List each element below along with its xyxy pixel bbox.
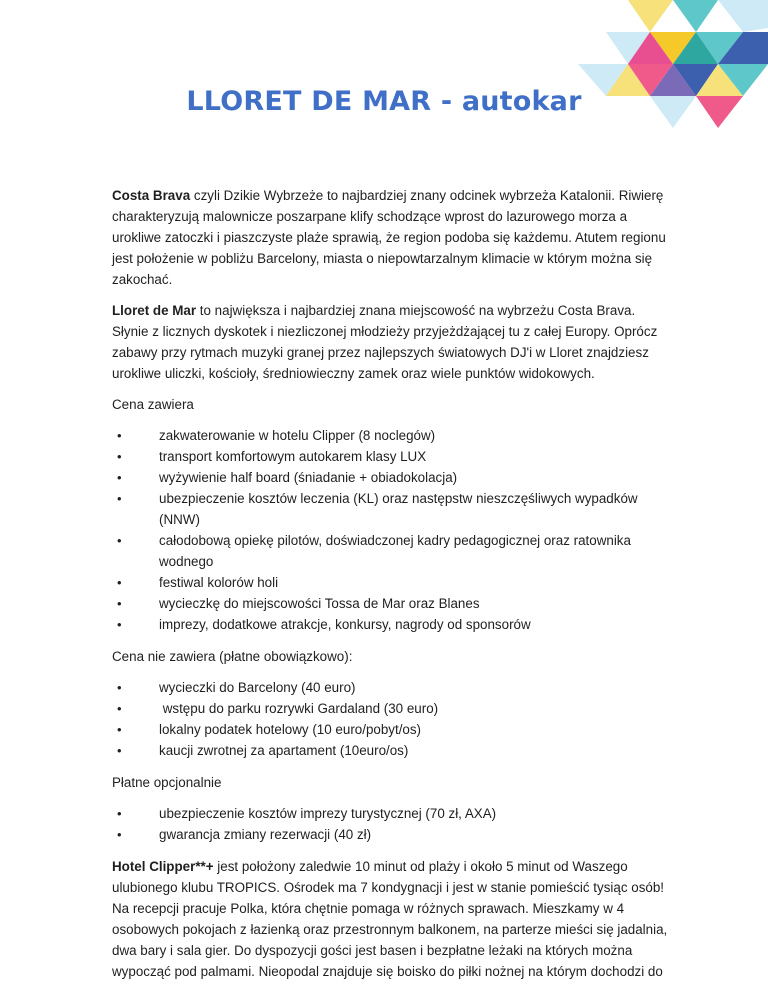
- list-item: • wyżywienie half board (śniadanie + obiadokolacja): [112, 467, 672, 488]
- intro-bold-lloret: Lloret de Mar: [112, 303, 197, 318]
- list-item: • wycieczki do Barcelony (40 euro): [112, 677, 672, 698]
- excluded-heading: Cena nie zawiera (płatne obowiązkowo):: [112, 649, 353, 664]
- hotel-bold-name: Hotel Clipper**+: [112, 859, 214, 874]
- optional-list: [112, 803, 672, 845]
- included-list: [112, 425, 672, 635]
- intro-bold-costa-brava: Costa Brava: [112, 188, 191, 203]
- intro-text-lloret: to największa i najbardziej znana miejscowość na wybrzeżu Costa Brava. Słynie z licznych dyskotek i niezliczonej młodzieży przyjeżdżającej tu z całej Europy. Oprócz zabawy przy rytmach muzyki granej przez najlepszych światowych DJ'i w Lloret znajdziesz urokliwe uliczki, kościoły, średniowieczny zamek oraz wiele punktów widokowych.: [112, 303, 658, 381]
- list-item: • wycieczkę do miejscowości Tossa de Mar oraz Blanes: [112, 593, 672, 614]
- list-item: • lokalny podatek hotelowy (10 euro/pobyt/os): [112, 719, 672, 740]
- hotel-paragraph: [112, 856, 672, 982]
- intro-paragraph-lloret: [112, 300, 672, 384]
- list-item: • transport komfortowym autokarem klasy LUX: [112, 446, 672, 467]
- excluded-list: [112, 677, 672, 761]
- optional-heading: Płatne opcjonalnie: [112, 775, 222, 790]
- intro-paragraph-costa-brava: [112, 185, 672, 290]
- list-item: • imprezy, dodatkowe atrakcje, konkursy, nagrody od sponsorów: [112, 614, 672, 635]
- list-item: • wstępu do parku rozrywki Gardaland (30 euro): [112, 698, 672, 719]
- list-item: • gwarancja zmiany rezerwacji (40 zł): [112, 824, 672, 845]
- list-item: • całodobową opiekę pilotów, doświadczonej kadry pedagogicznej oraz ratownika wodnego: [112, 530, 672, 572]
- list-item: • zakwaterowanie w hotelu Clipper (8 noclegów): [112, 425, 672, 446]
- list-item: • kaucji zwrotnej za apartament (10euro/os): [112, 740, 672, 761]
- document-body: [112, 185, 672, 992]
- list-item: • ubezpieczenie kosztów imprezy turystycznej (70 zł, AXA): [112, 803, 672, 824]
- hotel-text: jest położony zaledwie 10 minut od plaży i około 5 minut od Waszego ulubionego klubu TROPICS. Ośrodek ma 7 kondygnacji i jest w stanie pomieścić tysiąc osób! Na recepcji pracuje Polka, która chętnie pomaga w różnych sprawach. Mieszkamy w 4 osobowych pokojach z łazienką oraz przestronnym balkonem, na parterze mieści się jadalnia, dwa bary i sala gier. Do dyspozycji gości jest basen i bezpłatne leżaki na których można wypocząć pod palmami. Nieopodal znajduje się boisko do piłki nożnej na którym dochodzi do: [112, 859, 668, 979]
- page-title: LLORET DE MAR - autokar: [186, 86, 582, 117]
- included-heading: Cena zawiera: [112, 397, 194, 412]
- list-item: • festiwal kolorów holi: [112, 572, 672, 593]
- list-item: • ubezpieczenie kosztów leczenia (KL) oraz następstw nieszczęśliwych wypadków (NNW): [112, 488, 672, 530]
- intro-text-costa-brava: czyli Dzikie Wybrzeże to najbardziej znany odcinek wybrzeża Katalonii. Riwierę charakteryzują malownicze poszarpane klify schodzące wprost do lazurowego morza a urokliwe zatoczki i piaszczyste plaże sprawią, że region podoba się każdemu. Atutem regionu jest położenie w pobliżu Barcelony, miasta o niepowtarzalnym klimacie w którym można się zakochać.: [112, 188, 666, 287]
